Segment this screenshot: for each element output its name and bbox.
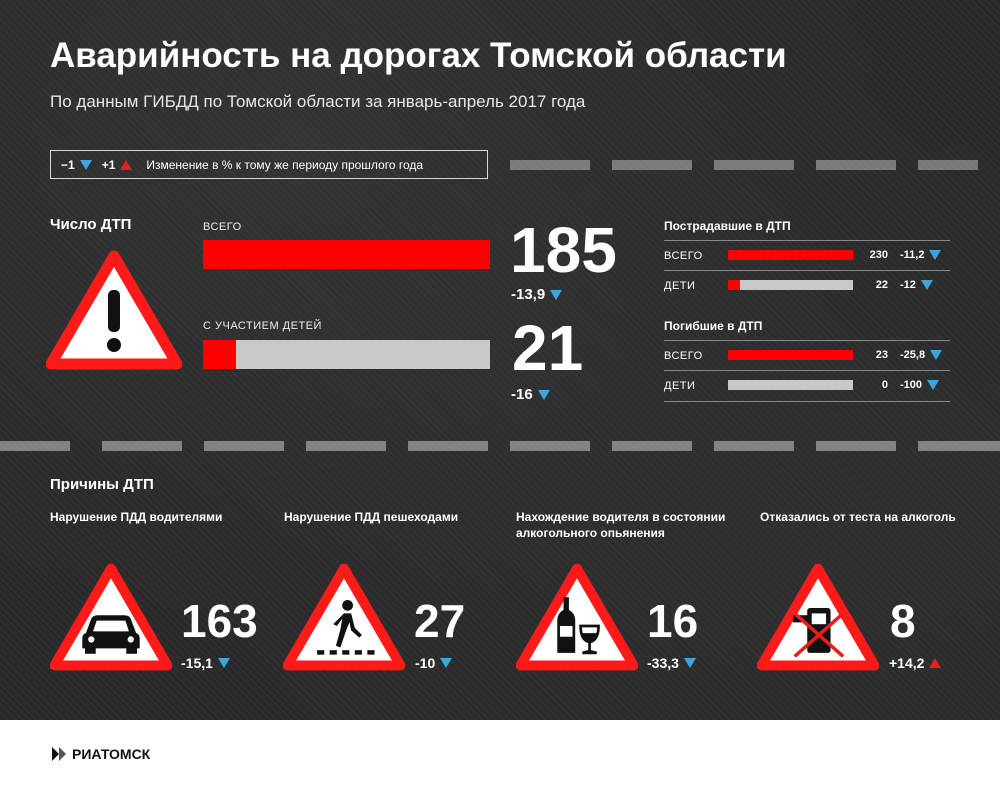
row-value: 23 — [875, 349, 888, 361]
legend-up — [102, 158, 133, 172]
row-change-value: -11,2 — [900, 249, 925, 261]
cause-value: 27 — [414, 595, 466, 647]
killed-total-row — [664, 340, 950, 371]
injured-children-row — [664, 270, 950, 301]
cause-title: Нарушение ПДД водителями — [50, 510, 223, 524]
cause-change-value: +14,2 — [889, 655, 925, 671]
logo-mark-icon — [50, 745, 68, 763]
cause-change — [647, 655, 696, 671]
row-bar-fill — [728, 350, 853, 360]
children-value: 21 — [512, 312, 584, 384]
row-change — [900, 349, 942, 361]
footer — [0, 720, 1000, 790]
row-value: 0 — [881, 379, 888, 391]
cause-change-value: -15,1 — [181, 655, 213, 671]
arrow-down-icon — [538, 390, 550, 400]
ria-tomsk-logo[interactable] — [50, 745, 150, 763]
wine-bottle-icon — [516, 563, 638, 671]
page-subtitle: По данным ГИБДД по Томской области за январь-апрель 2017 года — [50, 92, 586, 111]
row-bar-fill — [728, 280, 740, 290]
accidents-heading: Число ДТП — [50, 216, 132, 233]
road-marking — [408, 441, 488, 451]
row-label: ВСЕГО — [664, 250, 703, 262]
legend-up-label: +1 — [101, 157, 116, 172]
road-marking — [204, 441, 284, 451]
logo-text: РИАТОМСК — [72, 746, 151, 762]
row-change — [900, 249, 941, 261]
row-change — [900, 379, 939, 391]
crossed-breathalyzer-icon — [757, 563, 879, 671]
row-bar-fill — [728, 250, 853, 260]
cause-change — [889, 655, 941, 671]
row-label: ДЕТИ — [664, 280, 696, 292]
cause-change — [181, 655, 230, 671]
pedestrian-icon — [283, 563, 405, 671]
road-marking — [306, 441, 386, 451]
injured-total-row — [664, 240, 950, 271]
road-marking — [510, 441, 590, 451]
road-marking — [0, 441, 70, 451]
arrow-down-icon — [927, 380, 939, 390]
children-bar-fill — [203, 340, 236, 369]
road-marking — [612, 160, 692, 170]
row-change — [900, 279, 933, 291]
killed-children-row — [664, 370, 950, 402]
row-bar — [728, 350, 853, 360]
road-marking — [510, 160, 590, 170]
road-marking — [918, 160, 978, 170]
road-marking — [102, 441, 182, 451]
cause-value: 16 — [647, 595, 699, 647]
legend-description: Изменение в % к тому же периоду прошлого года — [146, 157, 424, 172]
row-change-value: -100 — [900, 379, 923, 391]
legend-down-label: −1 — [61, 157, 75, 172]
arrow-down-icon — [550, 290, 562, 300]
causes-heading: Причины ДТП — [50, 476, 154, 493]
total-bar-fill — [203, 240, 490, 269]
legend — [50, 150, 488, 179]
children-change — [511, 386, 550, 403]
arrow-down-icon — [921, 280, 933, 290]
road-marking — [918, 441, 1000, 451]
row-value: 230 — [869, 249, 888, 261]
page-title: Аварийность на дорогах Томской области — [50, 36, 787, 75]
arrow-down-icon — [218, 658, 230, 668]
road-marking — [714, 441, 794, 451]
children-bar — [203, 340, 490, 369]
row-change-value: -12 — [900, 279, 916, 291]
children-change-value: -16 — [511, 386, 533, 403]
arrow-down-icon — [930, 350, 942, 360]
row-bar — [728, 280, 853, 290]
total-value: 185 — [510, 214, 617, 286]
cause-value: 8 — [890, 595, 916, 647]
arrow-up-icon — [120, 160, 132, 170]
injured-heading: Пострадавшие в ДТП — [664, 219, 791, 233]
cause-change-value: -10 — [415, 655, 436, 671]
road-marking — [816, 160, 896, 170]
row-label: ВСЕГО — [664, 350, 703, 362]
row-bar — [728, 380, 853, 390]
arrow-down-icon — [929, 250, 941, 260]
legend-down — [61, 158, 92, 172]
arrow-down-icon — [80, 160, 92, 170]
cause-change-value: -33,3 — [647, 655, 679, 671]
row-bar — [728, 250, 853, 260]
cause-change — [415, 655, 452, 671]
total-label: ВСЕГО — [203, 221, 242, 233]
row-value: 22 — [875, 279, 888, 291]
car-icon — [50, 563, 172, 671]
cause-title: Нахождение водителя в состоянии алкогольного опьянения — [516, 510, 726, 540]
row-label: ДЕТИ — [664, 380, 696, 392]
children-label: С УЧАСТИЕМ ДЕТЕЙ — [203, 320, 322, 332]
road-marking — [714, 160, 794, 170]
row-change-value: -25,8 — [900, 349, 926, 361]
arrow-down-icon — [440, 658, 452, 668]
killed-heading: Погибшие в ДТП — [664, 319, 763, 333]
total-change — [511, 286, 562, 303]
total-change-value: -13,9 — [511, 286, 546, 303]
arrow-down-icon — [684, 658, 696, 668]
warning-sign-icon — [46, 250, 182, 370]
arrow-up-icon — [929, 658, 941, 668]
road-marking — [612, 441, 692, 451]
road-marking — [816, 441, 896, 451]
cause-title: Нарушение ПДД пешеходами — [284, 510, 459, 524]
cause-value: 163 — [181, 595, 258, 647]
total-bar — [203, 240, 490, 269]
cause-title: Отказались от теста на алкоголь — [760, 510, 956, 524]
